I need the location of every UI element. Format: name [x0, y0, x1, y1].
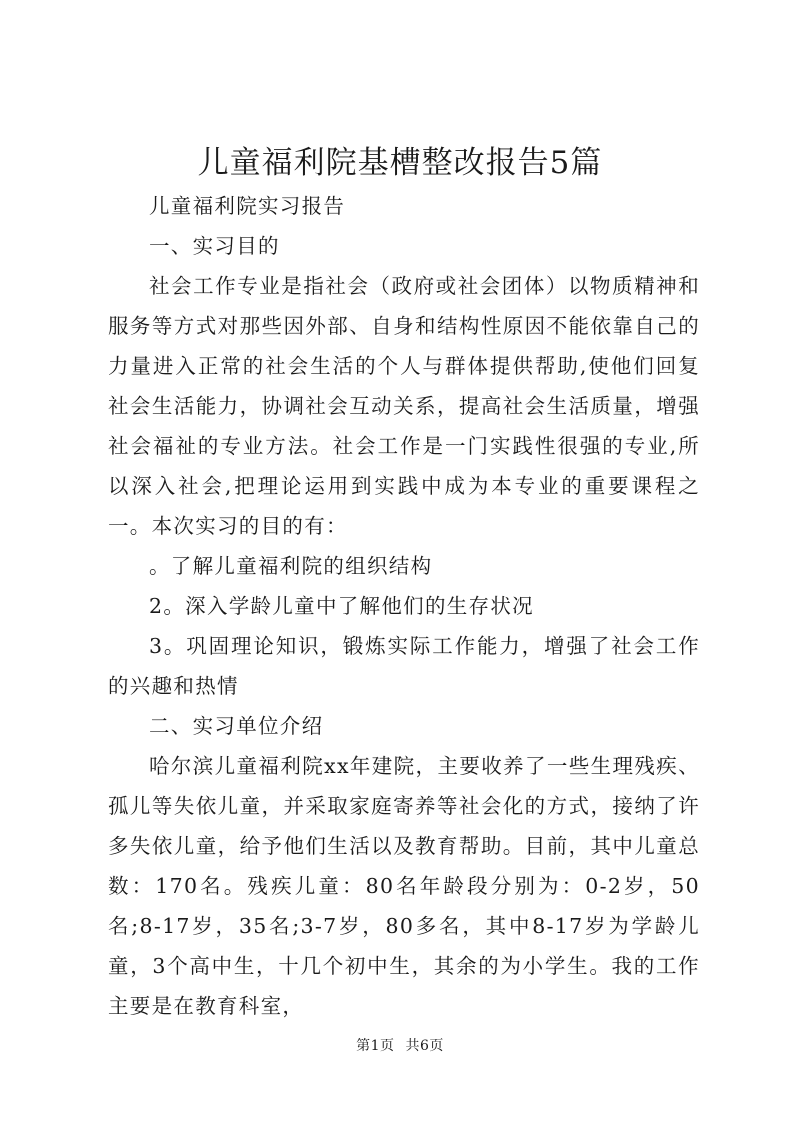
page-footer	[0, 1036, 800, 1056]
section-heading-purpose: 一、实习目的	[149, 234, 280, 258]
body-paragraph: 哈尔滨儿童福利院xx年建院，主要收养了一些生理残疾、孤儿等失依儿童，并采取家庭寄养等社会化的方式，接纳了许多失依儿童，给予他们生活以及教育帮助。目前，其中儿童总数：170名。残疾儿童：80名年龄段分别为：0-2岁，50名;8-17岁，35名;3-7岁，80多名，其中8-17岁为学龄儿童，3个高中生，十几个初中生，其余的为小学生。我的工作主要是在教育科室，	[108, 754, 700, 1018]
document-title: 儿童福利院基槽整改报告5篇	[197, 145, 603, 181]
section-heading-unit: 二、实习单位介绍	[149, 714, 324, 738]
page-number: 第1页	[356, 1038, 395, 1054]
body-paragraph: 社会工作专业是指社会（政府或社会团体）以物质精神和服务等方式对那些因外部、自身和结构性原因不能依靠自己的力量进入正常的社会生活的个人与群体提供帮助,使他们回复社会生活能力，协调社会互动关系，提高社会生活质量，增强社会福祉的专业方法。社会工作是一门实践性很强的专业,所以深入社会,把理论运用到实践中成为本专业的重要课程之一。本次实习的目的有：	[108, 274, 700, 538]
list-item: 2。深入学龄儿童中了解他们的生存状况	[149, 594, 534, 618]
document-body	[108, 186, 700, 1026]
list-item: 。了解儿童福利院的组织结构	[149, 554, 433, 578]
subtitle-paragraph: 儿童福利院实习报告	[149, 194, 346, 218]
list-item: 3。巩固理论知识，锻炼实际工作能力，增强了社会工作的兴趣和热情	[108, 634, 700, 698]
page-total: 共6页	[405, 1038, 444, 1054]
